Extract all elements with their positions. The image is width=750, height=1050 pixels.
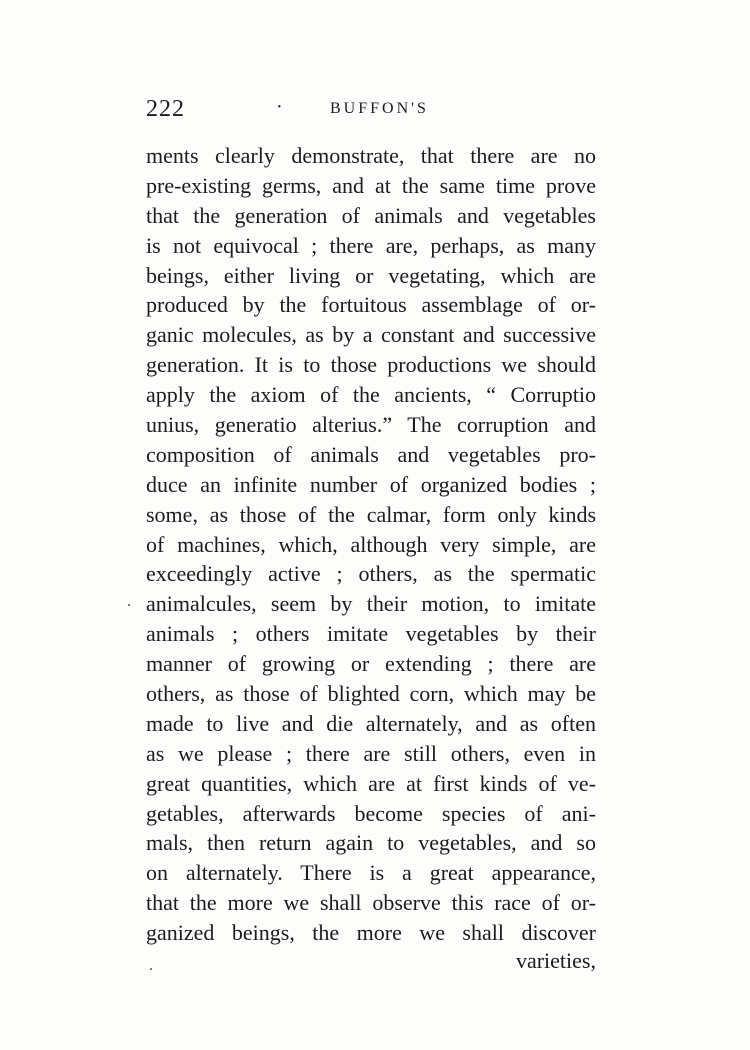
text-line: ganic molecules, as by a constant and successive — [146, 322, 596, 348]
text-line: unius, generatio alterius.” The corruption and — [146, 412, 596, 438]
catchword: varieties, — [515, 948, 596, 973]
text-line: animals ; others imitate vegetables by their — [146, 621, 596, 647]
stray-mark — [150, 968, 152, 970]
page-number: 222 — [146, 96, 185, 122]
text-line: produced by the fortuitous assemblage of or- — [146, 292, 596, 318]
text-line: some, as those of the calmar, form only kinds — [146, 501, 596, 527]
text-line: is not equivocal ; there are, perhaps, as many — [146, 232, 596, 258]
text-line: beings, either living or vegetating, which are — [146, 262, 596, 288]
text-line: getables, afterwards become species of ani- — [146, 800, 596, 826]
running-head — [146, 96, 596, 126]
text-line: great quantities, which are at first kinds of ve- — [146, 770, 596, 796]
text-line: on alternately. There is a great appearance, — [146, 860, 596, 886]
text-line: duce an infinite number of organized bodies ; — [146, 471, 596, 497]
text-line: composition of animals and vegetables pro- — [146, 441, 596, 467]
text-line: ganized beings, the more we shall discover — [146, 920, 596, 946]
text-line: that the more we shall observe this race of or- — [146, 890, 596, 916]
text-line: ments clearly demonstrate, that there are no — [146, 143, 596, 168]
text-line: of machines, which, although very simple, are — [146, 531, 596, 557]
text-line: animalcules, seem by their motion, to imitate — [146, 591, 596, 617]
header-separator: · — [276, 96, 283, 118]
text-line: generation. It is to those productions we should — [146, 352, 596, 378]
header-title: BUFFON'S — [330, 100, 429, 117]
text-line: that the generation of animals and vegetables — [146, 202, 596, 228]
text-line: manner of growing or extending ; there are — [146, 651, 596, 677]
text-line: others, as those of blighted corn, which may be — [146, 681, 596, 707]
text-line: mals, then return again to vegetables, and so — [146, 830, 596, 856]
text-line: pre-existing germs, and at the same time prove — [146, 172, 596, 198]
text-line: as we please ; there are still others, even in — [146, 740, 596, 766]
text-line: exceedingly active ; others, as the spermatic — [146, 561, 596, 587]
text-line: made to live and die alternately, and as often — [146, 710, 596, 736]
text-line: apply the axiom of the ancients, “ Corruptio — [146, 382, 596, 408]
stray-mark — [128, 604, 130, 606]
body-text — [146, 141, 596, 948]
